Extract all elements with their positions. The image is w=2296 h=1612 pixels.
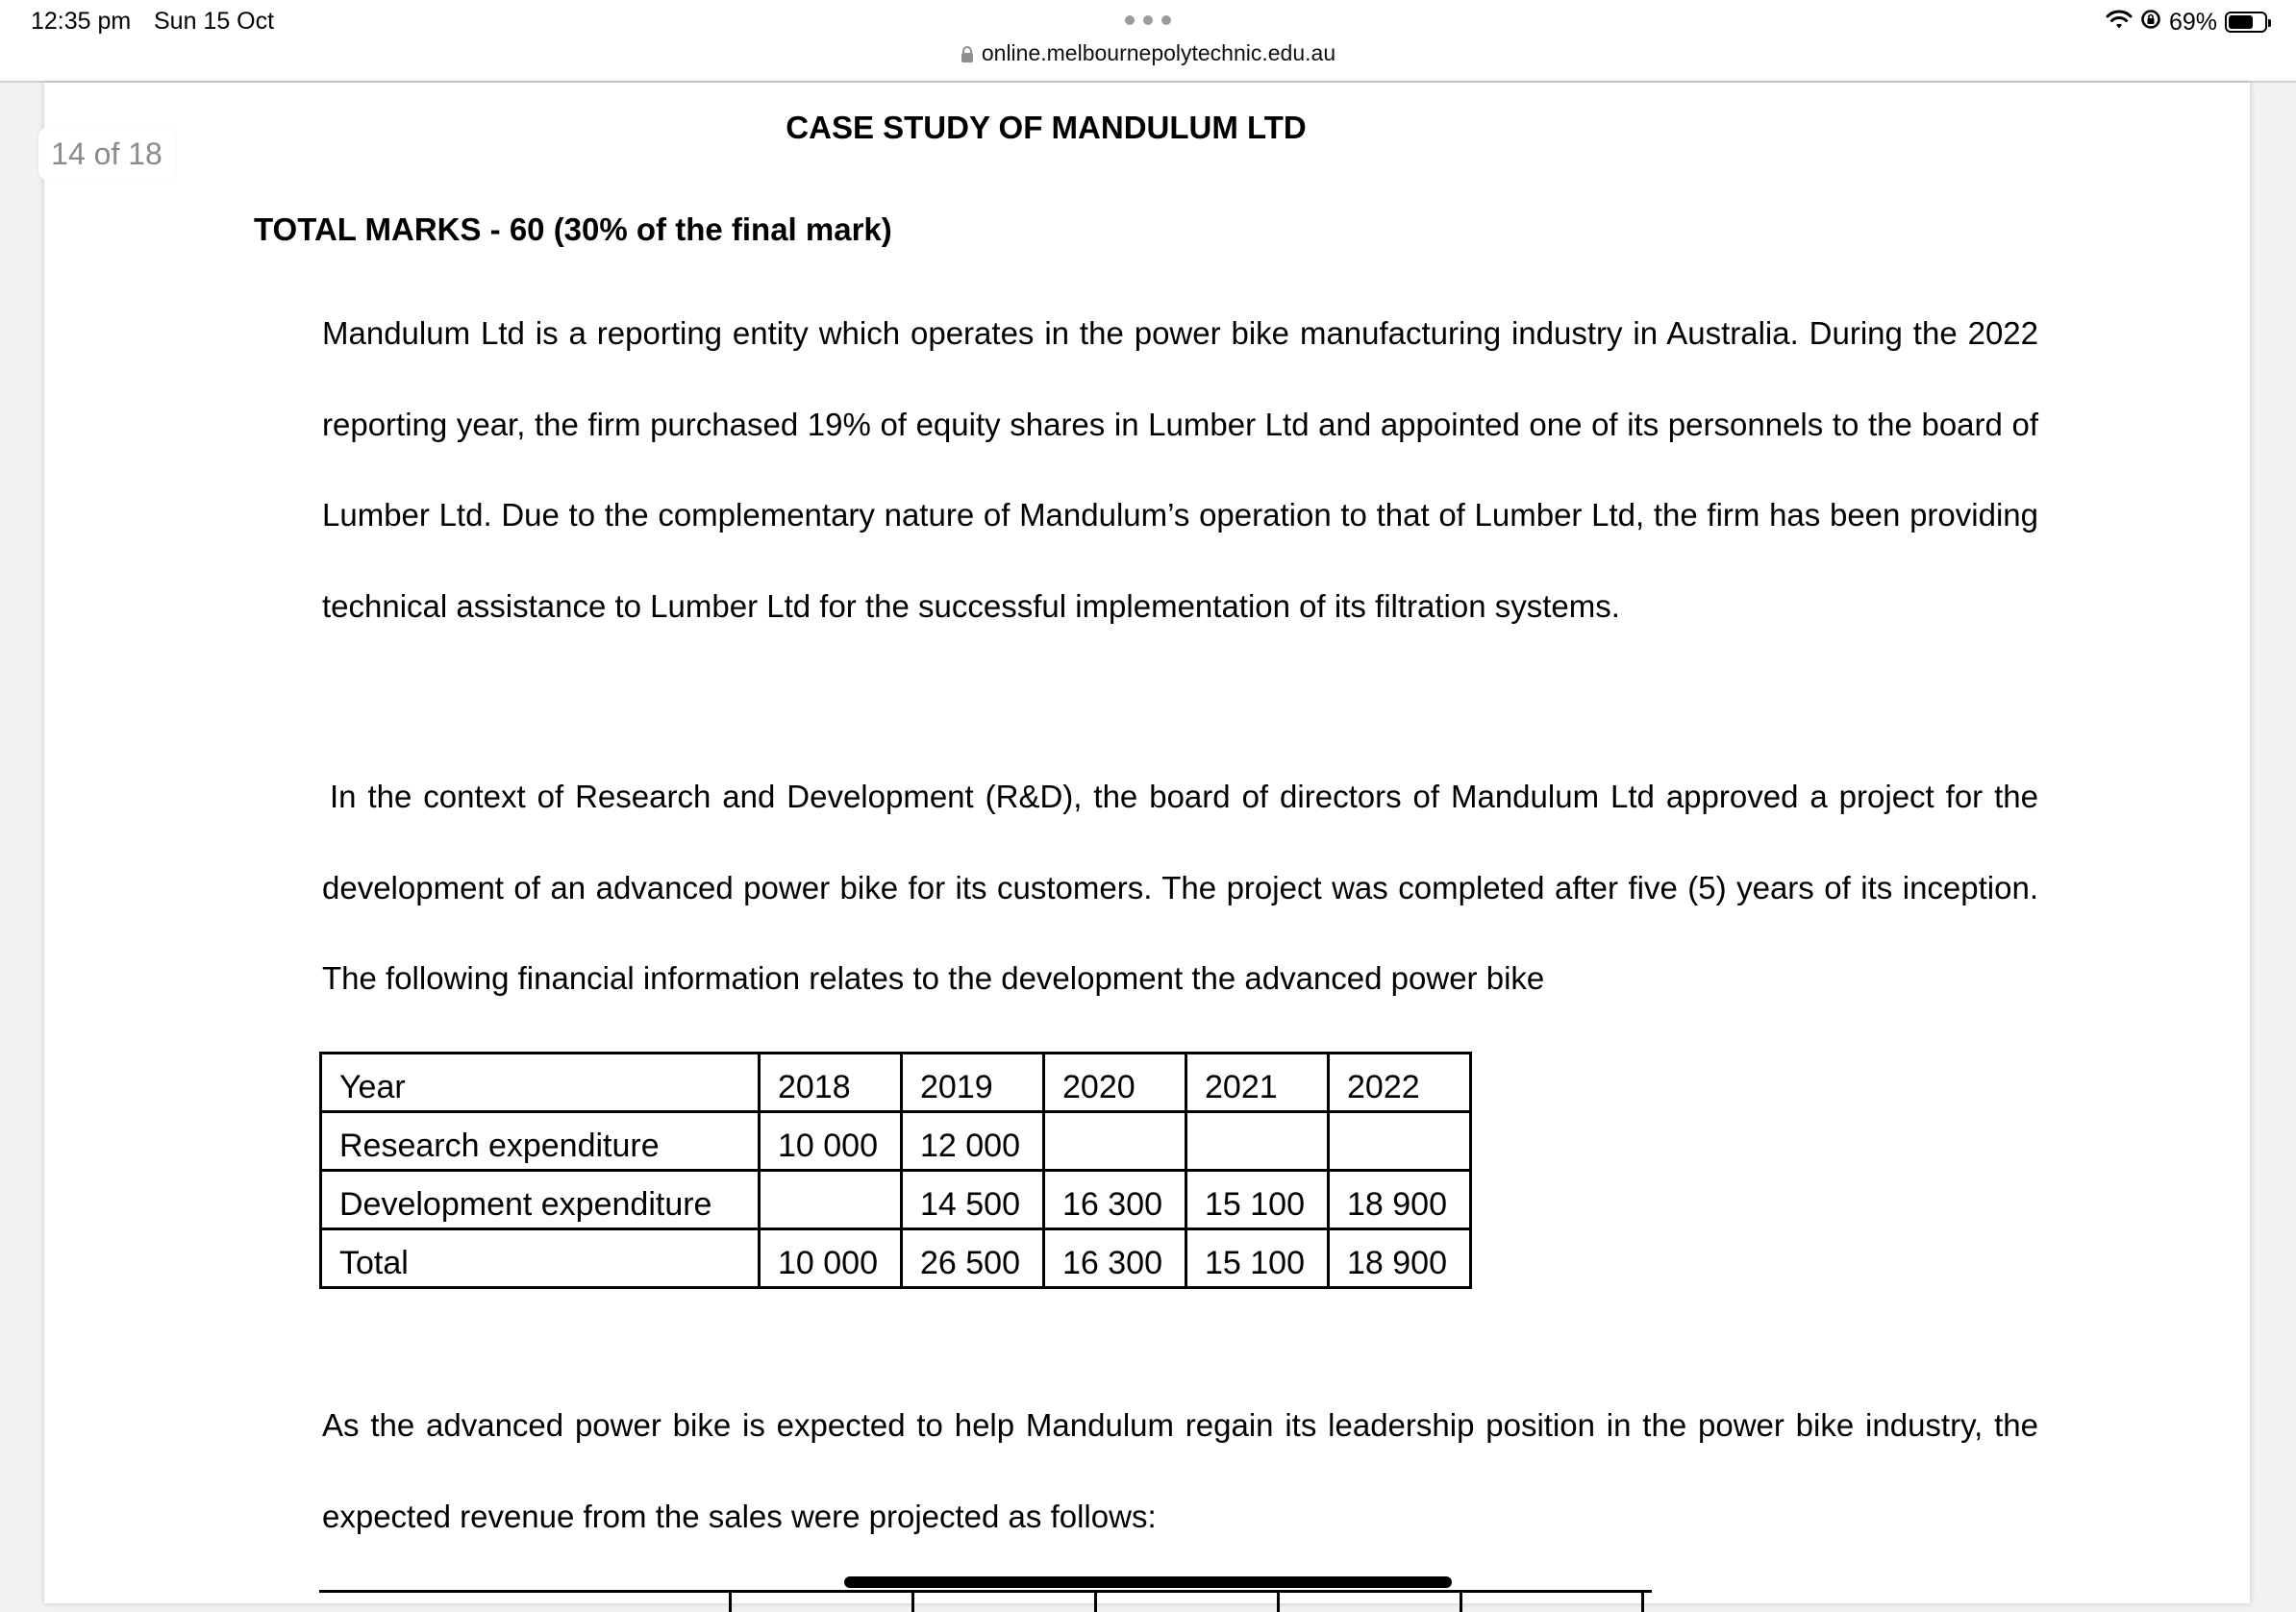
table-cell: Research expenditure xyxy=(321,1112,760,1171)
document-title: CASE STUDY OF MANDULUM LTD xyxy=(786,110,1307,145)
table-cell: Total xyxy=(321,1229,760,1288)
revenue-table-top-edge xyxy=(319,1590,1652,1609)
table-cell: 15 100 xyxy=(1186,1229,1329,1288)
table-cell: 10 000 xyxy=(760,1112,902,1171)
paragraph-revenue: As the advanced power bike is expected to help Mandulum regain its leadership position in the power bike industry, the expected revenue from the sales were projected as follows: xyxy=(322,1407,2038,1534)
table-cell: 18 900 xyxy=(1329,1171,1471,1229)
table-cell: 16 300 xyxy=(1044,1229,1186,1288)
table-cell: Year xyxy=(321,1054,760,1112)
table-cell: 16 300 xyxy=(1044,1171,1186,1229)
table-header-row xyxy=(321,1054,1471,1112)
table-cell: 26 500 xyxy=(902,1229,1044,1288)
table-row xyxy=(321,1112,1471,1171)
table-cell xyxy=(1329,1112,1471,1171)
table-cell: Development expenditure xyxy=(321,1171,760,1229)
table-row xyxy=(321,1171,1471,1229)
table-cell: 2018 xyxy=(760,1054,902,1112)
table-cell: 14 500 xyxy=(902,1171,1044,1229)
table-cell xyxy=(1186,1112,1329,1171)
battery-percent: 69% xyxy=(2168,8,2217,36)
page-indicator: 14 of 18 xyxy=(38,127,175,181)
paragraph-rnd: In the context of Research and Development (R&D), the board of directors of Mandulum Ltd approved a project for the development of an advanced power bike for its customers. The project was completed after five (5) years of its inception. The following financial information relates to the development the advanced power bike xyxy=(322,779,2038,996)
table-cell xyxy=(760,1171,902,1229)
table-cell: 15 100 xyxy=(1186,1171,1329,1229)
paragraph-intro: Mandulum Ltd is a reporting entity which operates in the power bike manufacturing industry in Australia. During the 2022 reporting year, the firm purchased 19% of equity shares in Lumber Ltd and appointed one of its personnels to the board of Lumber Ltd. Due to the complementary nature of Mandulum’s operation to that of Lumber Ltd, the firm has been providing technical assistance to Lumber Ltd for the successful implementation of its filtration systems. xyxy=(322,315,2038,624)
url-text: online.melbournepolytechnic.edu.au xyxy=(981,40,1336,65)
table-cell: 2021 xyxy=(1186,1054,1329,1112)
home-indicator[interactable] xyxy=(844,1576,1452,1588)
table-cell: 12 000 xyxy=(902,1112,1044,1171)
status-time: 12:35 pm xyxy=(31,8,132,35)
table-cell: 10 000 xyxy=(760,1229,902,1288)
table-cell: 2019 xyxy=(902,1054,1044,1112)
total-marks-heading: TOTAL MARKS - 60 (30% of the final mark) xyxy=(254,211,892,247)
table-cell: 18 900 xyxy=(1329,1229,1471,1288)
table-cell: 2022 xyxy=(1329,1054,1471,1112)
table-cell xyxy=(1044,1112,1186,1171)
table-row xyxy=(321,1229,1471,1288)
expenditure-table xyxy=(319,1052,1472,1289)
table-cell: 2020 xyxy=(1044,1054,1186,1112)
status-date: Sun 15 Oct xyxy=(154,8,275,35)
